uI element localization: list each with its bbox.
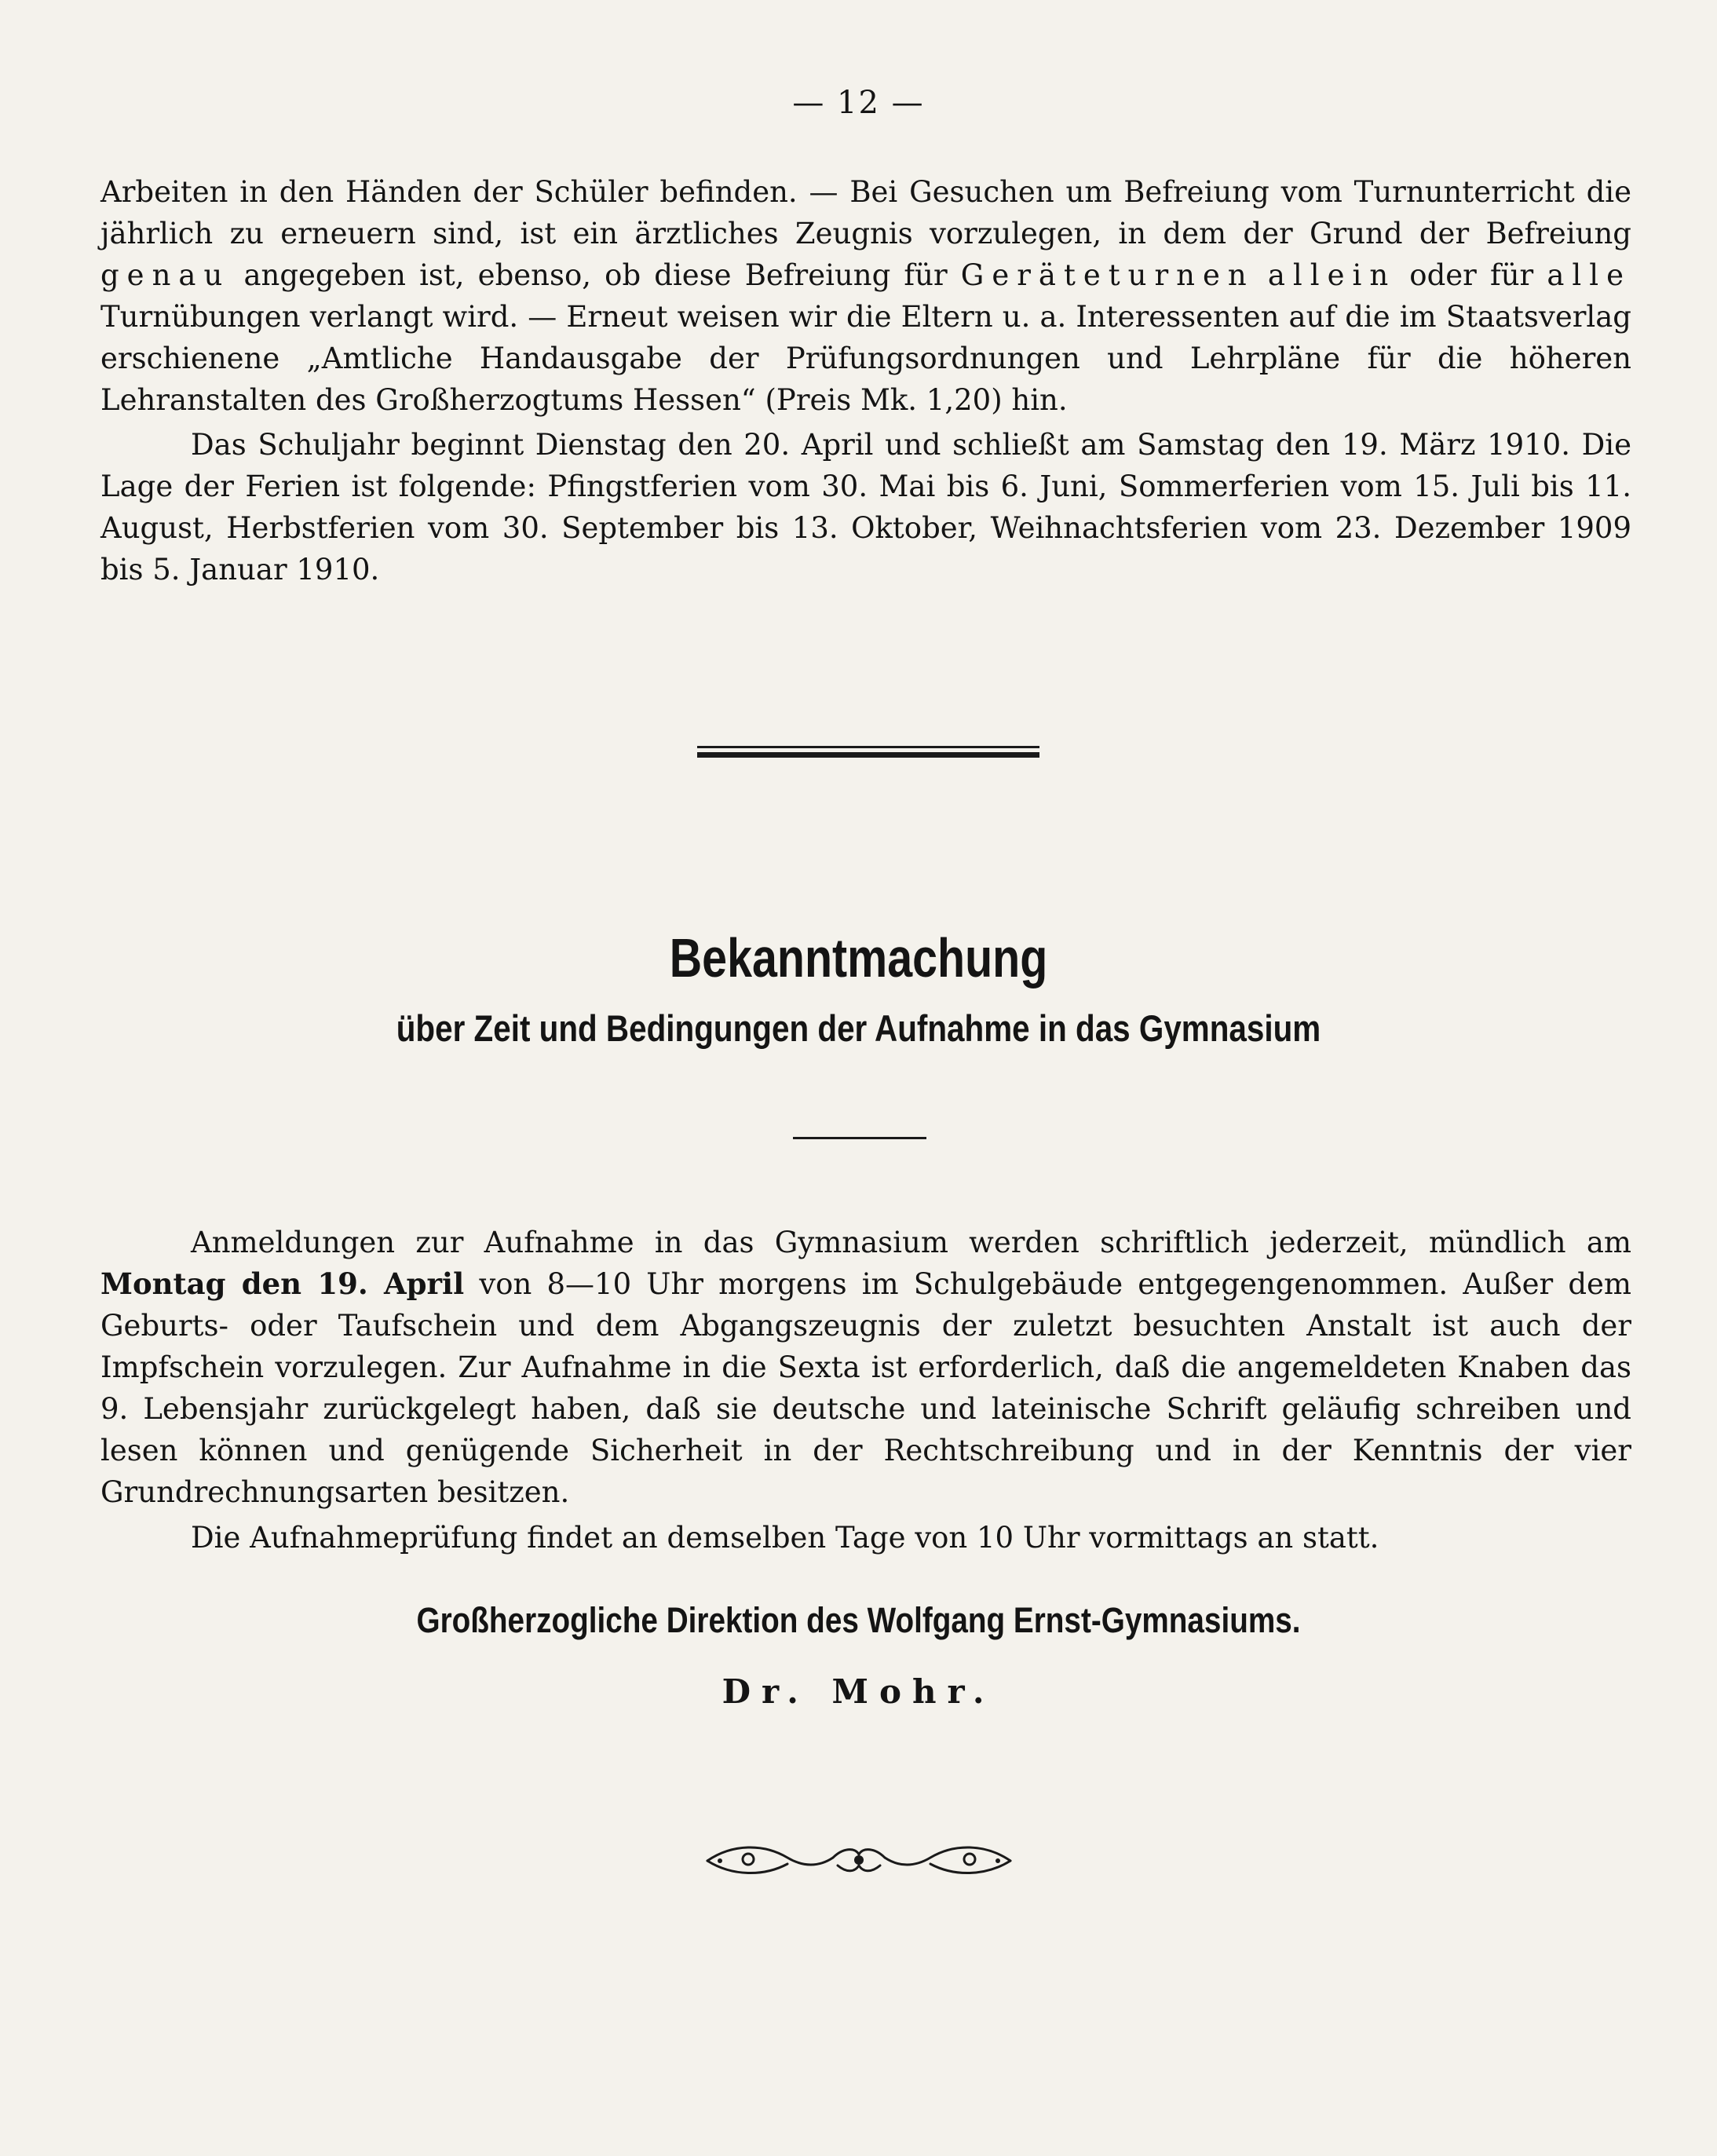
section-divider-double-rule bbox=[697, 746, 1039, 758]
signature: Dr. Mohr. bbox=[722, 1672, 995, 1711]
issuing-authority: Großherzogliche Direktion des Wolfgang Ernst-Gymnasiums. bbox=[416, 1600, 1301, 1640]
registration-date: Montag den 19. April bbox=[100, 1266, 465, 1301]
emphasis-allein: allein bbox=[1267, 258, 1397, 292]
announcement-title: Bekanntmachung bbox=[669, 927, 1048, 988]
page-number: — 12 — bbox=[792, 85, 925, 121]
emphasis-genau: genau bbox=[100, 258, 231, 292]
paragraph-registration: Anmeldungen zur Aufnahme in das Gymnasium werden schriftlich jederzeit, mündlich am Montag den 19. April von 8—10 Uhr morgens im Schulgebäude entgegengenommen. Außer dem Geburts- oder Taufschein und dem Abgangszeugnis der zuletzt besuchten Anstalt ist auch der Impfschein vorzulegen. Zur Aufnahme in die Sexta ist erforderlich, daß die angemeldeten Knaben das 9. Lebensjahr zurückgelegt haben, daß sie deutsche und lateinische Schrift geläufig schreiben und lesen können und genügende Sicherheit in der Rechtschreibung und in der Kenntnis der vier Grundrechnungsarten besitzen. bbox=[100, 1226, 1632, 1509]
title-divider-rule bbox=[793, 1137, 926, 1139]
paragraph-exemptions: Arbeiten in den Händen der Schüler befinden. — Bei Gesuchen um Befreiung vom Turnunterricht die jährlich zu erneuern sind, ist ein ärztliches Zeugnis vorzulegen, in dem der Grund der Befreiung genau angegeben ist, ebenso, ob diese Befreiung für Geräteturnen allein oder für alle Turnübungen verlangt wird. — Erneut weisen wir die Eltern u. a. Interessenten auf die im Staatsverlag erschienene „Amtliche Handausgabe der Prüfungsordnungen und Lehrpläne für die höheren Lehranstalten des Großherzogtums Hessen“ (Preis Mk. 1,20) hin. bbox=[100, 175, 1631, 417]
paragraph-school-year: Das Schuljahr beginnt Dienstag den 20. April und schließt am Samstag den 19. März 1910. Die Lage der Ferien ist folgende: Pfingstferien vom 30. Mai bis 6. Juni, Sommerferien vom 15. Juli bis 11. August, Herbstferien vom 30. September bis 13. Oktober, Weihnachtsferien vom 23. Dezember 1909 bis 5. Januar 1910. bbox=[100, 428, 1631, 587]
paragraph-entrance-exam: Die Aufnahmeprüfung findet an demselben Tage von 10 Uhr vormittags an statt. bbox=[191, 1521, 1379, 1555]
emphasis-geraeteturnen: Geräteturnen bbox=[960, 258, 1255, 292]
decorative-ornament-icon bbox=[701, 1837, 1017, 1881]
emphasis-alle: alle bbox=[1547, 258, 1631, 292]
announcement-subtitle: über Zeit und Bedingungen der Aufnahme in das Gymnasium bbox=[396, 1007, 1321, 1049]
